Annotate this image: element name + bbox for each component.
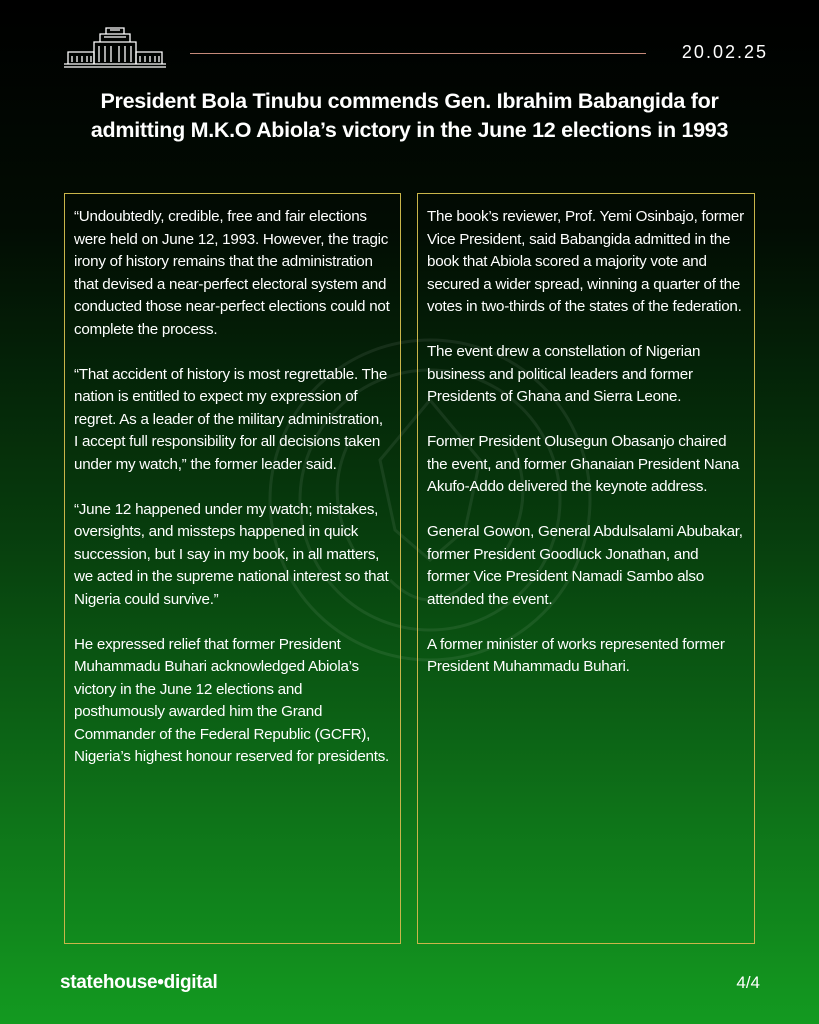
paragraph: “Undoubtedly, credible, free and fair elections were held on June 12, 1993. However, the tragic irony of history remains that the administration that devised a near-perfect electoral system and conducted those near-perfect elections could not complete the process.: [74, 208, 390, 338]
paragraph: He expressed relief that former President Muhammadu Buhari acknowledged Abiola’s victory in the June 12 elections and posthumously awarded him the Grand Commander of the Federal Republic (GCFR), Nigeria’s highest honour reserved for presidents.: [74, 635, 390, 765]
paragraph: Former President Olusegun Obasanjo chaired the event, and former Ghanaian President Nana Akufo-Addo delivered the keynote address.: [427, 433, 740, 495]
state-house-building-icon: [62, 26, 168, 70]
paragraph: “That accident of history is most regrettable. The nation is entitled to expect my expression of regret. As a leader of the military administration, I accept full responsibility for all decisions taken under my watch,” the former leader said.: [74, 365, 388, 473]
paragraph: The book’s reviewer, Prof. Yemi Osinbajo, former Vice President, said Babangida admitted in the book that Abiola scored a majority vote and secured a wider spread, winning a quarter of the votes in two-thirds of the states of the federation.: [427, 208, 744, 315]
right-column: [417, 193, 755, 944]
paragraph: “June 12 happened under my watch; mistakes, oversights, and missteps happened in quick succession, but I say in my book, in all matters, we acted in the supreme national interest so that Nigeria could survive.”: [74, 500, 389, 608]
left-column: [64, 193, 401, 944]
headline: President Bola Tinubu commends Gen. Ibrahim Babangida for admitting M.K.O Abiola’s victory in the June 12 elections in 1993: [90, 89, 729, 142]
header: [0, 0, 819, 80]
date: 20.02.25: [681, 42, 768, 62]
brand-name: statehouse•digital: [60, 972, 218, 993]
page-number: 4/4: [736, 973, 760, 992]
header-divider: [190, 53, 646, 54]
paragraph: General Gowon, General Abdulsalami Abubakar, former President Goodluck Jonathan, and former Vice President Namadi Sambo also attended the event.: [427, 523, 743, 608]
paragraph: A former minister of works represented former President Muhammadu Buhari.: [427, 635, 725, 675]
paragraph: The event drew a constellation of Nigerian business and political leaders and former Presidents of Ghana and Sierra Leone.: [427, 343, 701, 405]
